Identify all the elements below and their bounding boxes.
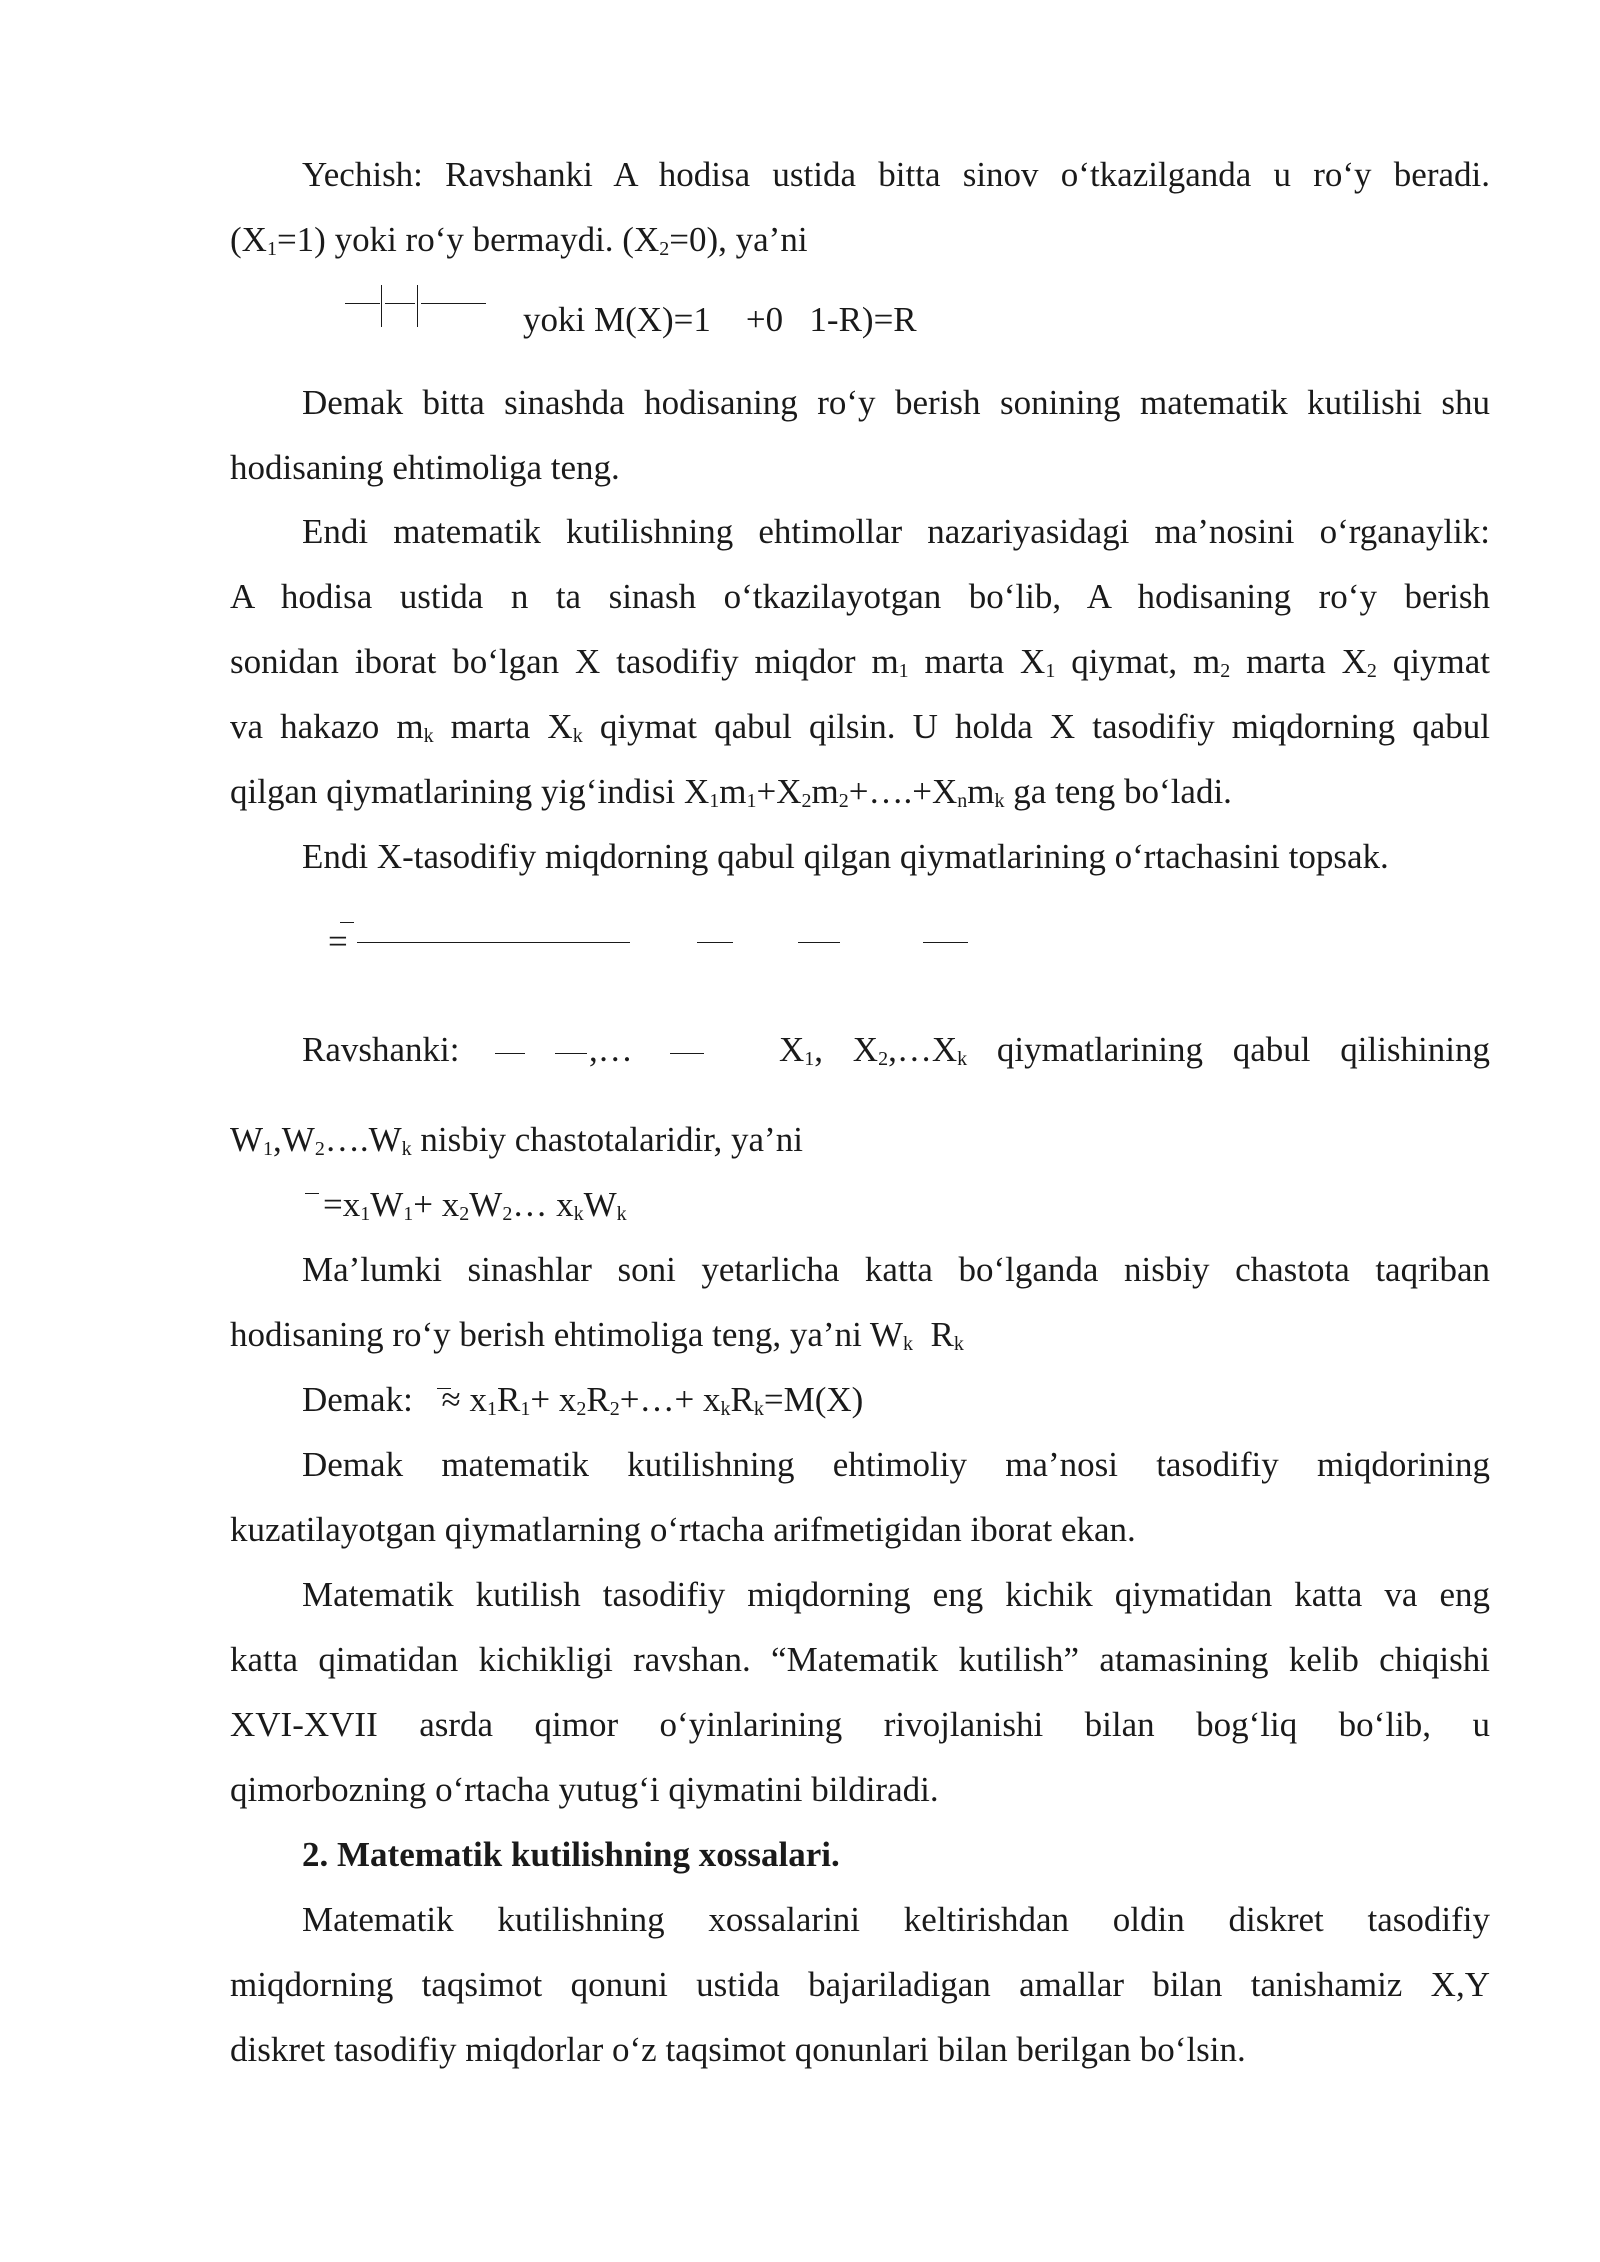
text-span: Demak matematik kutilishning ehtimoliy ma’nosi tasodifiy miqdorining [302, 1445, 1490, 1484]
paragraph-line [230, 220, 808, 260]
text-span: qiymat [1376, 642, 1490, 681]
text-span: sonidan iborat boʻlgan X tasodifiy miqdor m [230, 642, 899, 681]
subscript: k [994, 790, 1005, 812]
text-span: miqdorning taqsimot qonuni ustida bajariladigan amallar bilan tanishamiz X,Y [230, 1965, 1490, 2004]
text-span: marta X [433, 707, 573, 746]
text-span: Endi X-tasodifiy miqdorning qabul qilgan qiymatlarining oʻrtachasini topsak. [302, 837, 1389, 876]
formula-text [323, 1185, 627, 1225]
subscript: k [957, 1048, 968, 1070]
subscript: 2 [502, 1203, 513, 1225]
text-span: =M(X) [763, 1380, 864, 1419]
subscript: k [616, 1203, 627, 1225]
paragraph-line [230, 577, 1490, 617]
subscript: 2 [878, 1048, 889, 1070]
text-span: hodisaning roʻy berish ehtimoliga teng, ya’ni W [230, 1315, 903, 1354]
text-span: Demak: [302, 1380, 422, 1419]
text-span: qimorbozning oʻrtacha yutugʻi qiymatini bildiradi. [230, 1770, 939, 1809]
formula-fraction-bar [555, 1053, 587, 1054]
text-span: qilgan qiymatlarining yigʻindisi X [230, 772, 710, 811]
formula-fraction-bar [697, 942, 733, 943]
text-span: nisbiy chastotalaridir, ya’ni [411, 1120, 803, 1159]
paragraph-line [230, 1315, 964, 1355]
text-span: , X [814, 1030, 879, 1069]
text-span: qiymatlarining qabul qilishining [967, 1030, 1490, 1069]
text-span: Ravshanki: [302, 1030, 460, 1069]
paragraph-line [302, 1250, 1490, 1290]
text-span: ,W [273, 1120, 315, 1159]
text-span: Yechish: Ravshanki A hodisa ustida bitta sinov oʻtkazilganda u roʻy beradi. [302, 155, 1490, 194]
subscript: 2 [459, 1203, 470, 1225]
paragraph-line [302, 1900, 1490, 1940]
text-span: =1) yoki roʻy bermaydi. (X [276, 220, 660, 259]
paragraph-line [230, 1120, 803, 1160]
formula-dash [385, 303, 415, 304]
text-span: R [730, 1380, 754, 1419]
paragraph-line [230, 1965, 1490, 2005]
paragraph-line [302, 1445, 1490, 1485]
text-span: +X [756, 772, 802, 811]
text-span: +…+ x [619, 1380, 721, 1419]
formula-text [328, 922, 348, 962]
formula-fraction-bar [495, 1053, 525, 1054]
text-span: Ma’lumki sinashlar soni yetarlicha katta boʻlganda nisbiy chastota taqriban [302, 1250, 1490, 1289]
text-span: marta X [1230, 642, 1367, 681]
paragraph-line [230, 642, 1490, 682]
text-span: W [370, 1185, 404, 1224]
text-span: = [328, 922, 348, 961]
subscript: k [573, 1203, 584, 1225]
text-span: + x [530, 1380, 577, 1419]
subscript: 2 [576, 1398, 587, 1420]
formula-bar [381, 285, 382, 327]
subscript: 2 [1220, 660, 1231, 682]
subscript: 2 [1366, 660, 1377, 682]
subscript: k [572, 725, 583, 747]
subscript: 2 [838, 790, 849, 812]
text-span: kuzatilayotgan qiymatlarning oʻrtacha arifmetigidan iborat ekan. [230, 1510, 1136, 1549]
text-span: XVI-XVII asrda qimor oʻyinlarining rivojlanishi bilan bogʻliq boʻlib, u [230, 1705, 1490, 1744]
text-span: ,… [589, 1030, 633, 1069]
formula-fraction-bar [670, 1053, 704, 1054]
text-span: qiymat, m [1055, 642, 1221, 681]
subscript: 1 [1045, 660, 1056, 682]
paragraph-line [302, 383, 1490, 423]
subscript: 1 [487, 1398, 498, 1420]
subscript: n [957, 790, 968, 812]
text-span: +….+X [848, 772, 958, 811]
text-span: va hakazo m [230, 707, 424, 746]
text-span: A hodisa ustida n ta sinash oʻtkazilayotgan boʻlib, A hodisaning roʻy berish [230, 577, 1490, 616]
paragraph-line [302, 1380, 863, 1420]
text-span: + x [413, 1185, 460, 1224]
paragraph-line [230, 772, 1232, 812]
text-span: X [779, 1030, 805, 1069]
formula-fraction-bar [357, 942, 630, 943]
text-span: qiymat qabul qilsin. U holda X tasodifiy miqdorning qabul [582, 707, 1490, 746]
subscript: 2 [609, 1398, 620, 1420]
text-span: ,…X [888, 1030, 958, 1069]
text-span: R [586, 1380, 610, 1419]
subscript: 1 [263, 1138, 274, 1160]
formula-text [589, 1030, 633, 1070]
formula-text [523, 300, 917, 340]
text-span: m [719, 772, 747, 811]
text-span: … x [512, 1185, 574, 1224]
formula-dash [345, 303, 380, 304]
subscript: 1 [746, 790, 757, 812]
paragraph-line [230, 1705, 1490, 1745]
text-span: Demak bitta sinashda hodisaning roʻy berish sonining matematik kutilishi shu [302, 383, 1490, 422]
subscript: 2 [314, 1138, 325, 1160]
paragraph-line [230, 1640, 1490, 1680]
subscript: 1 [360, 1203, 371, 1225]
subscript: 2 [659, 238, 670, 260]
subscript: k [720, 1398, 731, 1420]
paragraph-line [302, 1030, 459, 1070]
formula-fraction-bar [923, 942, 968, 943]
section-heading [302, 1835, 840, 1875]
paragraph-line [302, 512, 1490, 552]
subscript: 1 [709, 790, 720, 812]
paragraph-line [779, 1030, 1490, 1070]
text-span: R [912, 1315, 954, 1354]
subscript: k [401, 1138, 412, 1160]
text-span: W [230, 1120, 264, 1159]
subscript: k [423, 725, 434, 747]
paragraph-line [302, 1575, 1490, 1615]
subscript: 1 [520, 1398, 531, 1420]
paragraph-line [230, 707, 1490, 747]
subscript: k [753, 1398, 764, 1420]
subscript: 1 [403, 1203, 414, 1225]
subscript: 1 [804, 1048, 815, 1070]
text-span: R [497, 1380, 521, 1419]
text-span: katta qimatidan kichikligi ravshan. “Matematik kutilish” atamasining kelib chiqishi [230, 1640, 1490, 1679]
subscript: k [902, 1333, 913, 1355]
text-span: hodisaning ehtimoliga teng. [230, 448, 620, 487]
text-span: =0), ya’ni [669, 220, 808, 259]
text-span: ….W [324, 1120, 402, 1159]
subscript: k [953, 1333, 964, 1355]
text-span: m [811, 772, 839, 811]
subscript: 1 [898, 660, 909, 682]
formula-overbar [305, 1193, 319, 1194]
formula-bar [417, 285, 418, 327]
paragraph-line [230, 448, 620, 488]
text-span: W [469, 1185, 503, 1224]
text-span: =x [323, 1185, 361, 1224]
text-span: (X [230, 220, 267, 259]
text-span: Endi matematik kutilishning ehtimollar nazariyasidagi ma’nosini oʻrganaylik: [302, 512, 1490, 551]
paragraph-line [230, 1510, 1136, 1550]
text-span: diskret tasodifiy miqdorlar oʻz taqsimot qonunlari bilan berilgan boʻlsin. [230, 2030, 1246, 2069]
subscript: 1 [266, 238, 277, 260]
text-span: yoki M(X)=1 +0 1-R)=R [523, 300, 917, 339]
paragraph-line [230, 1770, 939, 1810]
text-span: ≈ x [441, 1380, 488, 1419]
formula-fraction-bar [798, 942, 840, 943]
text-span: Matematik kutilish tasodifiy miqdorning eng kichik qiymatidan katta va eng [302, 1575, 1490, 1614]
text-span: Matematik kutilishning xossalarini keltirishdan oldin diskret tasodifiy [302, 1900, 1490, 1939]
paragraph-line [230, 2030, 1246, 2070]
text-span: marta X [908, 642, 1046, 681]
text-span: W [583, 1185, 617, 1224]
subscript: 2 [801, 790, 812, 812]
text-span: 2. Matematik kutilishning xossalari. [302, 1835, 840, 1874]
paragraph-line [302, 155, 1490, 195]
text-span: ga teng boʻladi. [1004, 772, 1232, 811]
text-span: m [967, 772, 995, 811]
formula-dash [421, 303, 486, 304]
paragraph-line [302, 837, 1389, 877]
